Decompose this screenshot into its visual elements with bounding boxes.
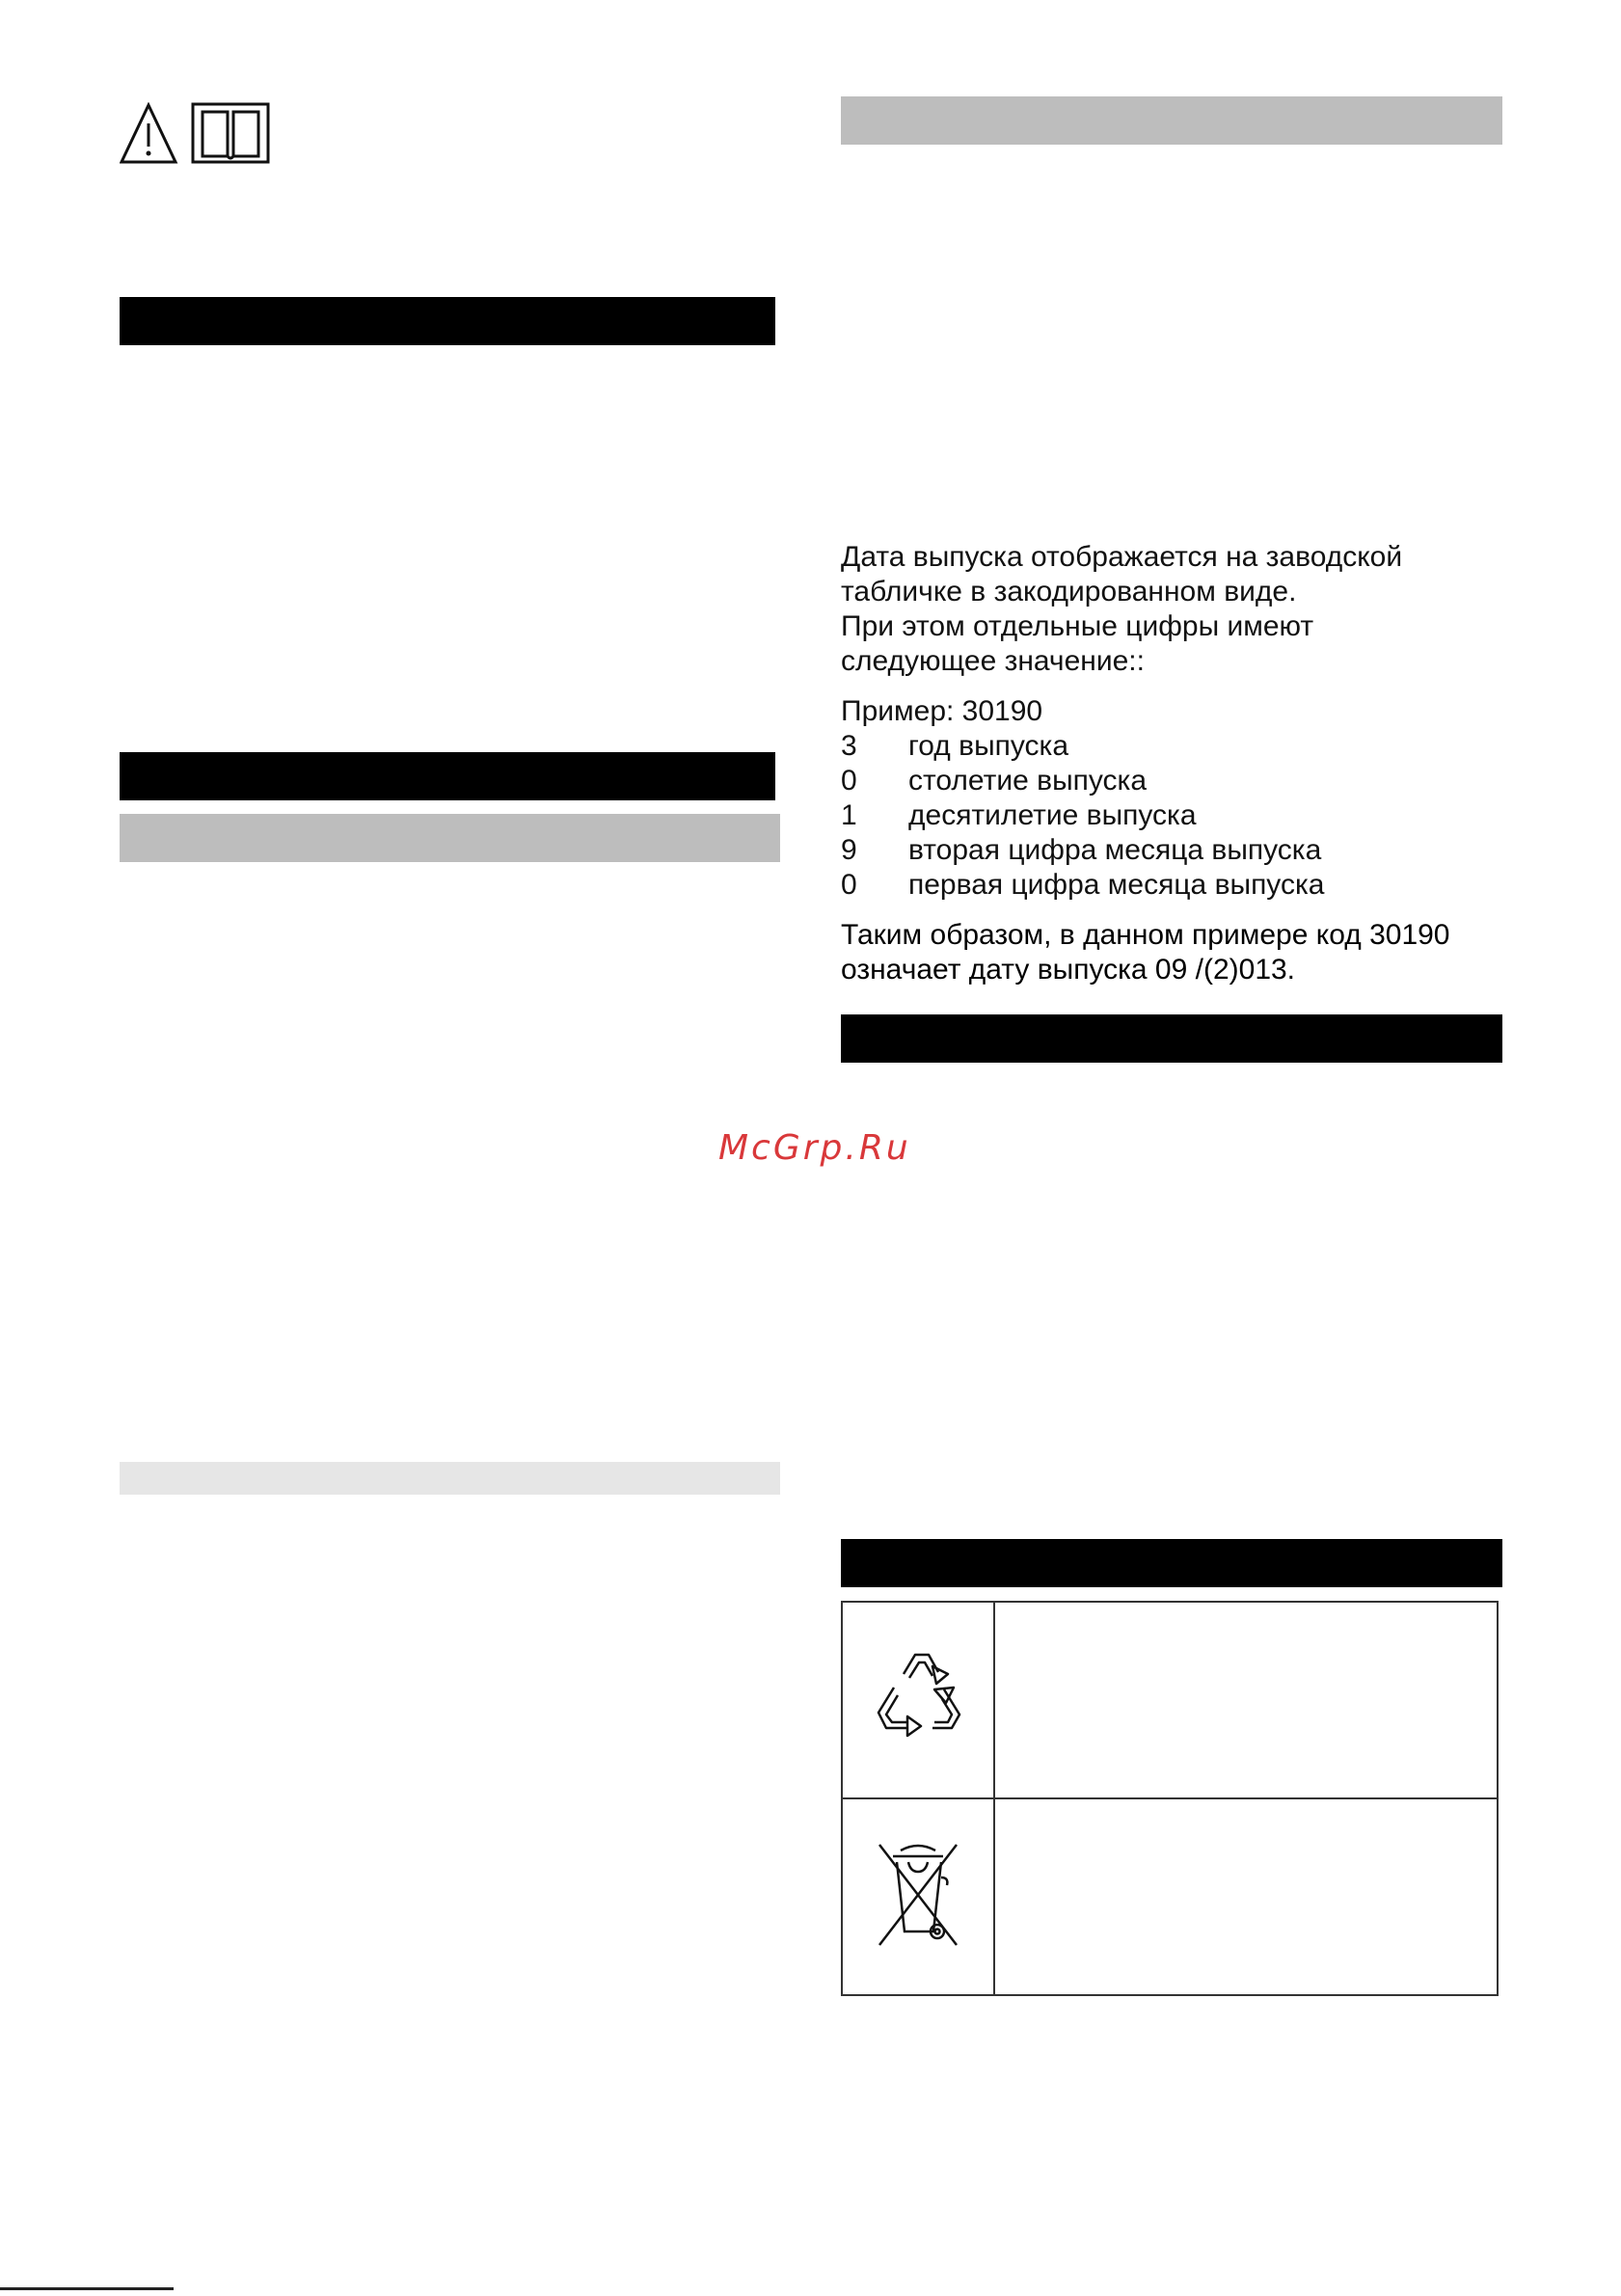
legend-meaning: столетие выпуска: [908, 765, 1148, 797]
safety-icons: [120, 102, 264, 172]
legend-row: [841, 868, 1516, 903]
legend-meaning: год выпуска: [908, 730, 1069, 762]
right-section-header-bar-1: [841, 1014, 1502, 1063]
disposal-icon-cell: [842, 1798, 994, 1995]
recycling-icon: [865, 1645, 971, 1751]
crossed-out-bin-icon: [872, 1839, 964, 1951]
disposal-row-weee: [842, 1798, 1498, 1995]
legend-row: [841, 833, 1516, 868]
section-header-bar-1: [120, 297, 775, 345]
subsection-header-bar: [120, 814, 780, 862]
legend-digit: 0: [841, 765, 857, 797]
legend-row: [841, 764, 1516, 798]
legend-meaning: первая цифра месяца выпуска: [908, 869, 1325, 901]
legend-row: [841, 798, 1516, 833]
summary-line-2: означает дату выпуска 09 /(2)013.: [841, 954, 1296, 986]
legend-digit: 1: [841, 799, 857, 831]
scan-edge-line: [0, 2287, 174, 2290]
right-section-header-bar-2: [841, 1539, 1502, 1587]
section-header-bar-2: [120, 752, 775, 800]
disposal-row-recycling: [842, 1602, 1498, 1798]
legend-digit: 3: [841, 730, 857, 762]
manual-book-icon: [191, 102, 270, 164]
watermark: McGrp.Ru: [718, 1128, 911, 1168]
production-date-intro-line-3: При этом отдельные цифры имеют: [841, 610, 1314, 642]
legend-row: [841, 729, 1516, 764]
disposal-icon-cell: [842, 1602, 994, 1798]
disposal-text-cell: [994, 1798, 1498, 1995]
summary-line-1: Таким образом, в данном примере код 30190: [841, 919, 1450, 951]
production-date-intro-line-2: табличке в закодированном виде.: [841, 576, 1297, 608]
legend-digit: 9: [841, 834, 857, 866]
legend-digit: 0: [841, 869, 857, 901]
disposal-text-cell: [994, 1602, 1498, 1798]
production-date-section: [841, 540, 1516, 987]
disposal-table: [841, 1601, 1499, 1996]
legend-meaning: десятилетие выпуска: [908, 799, 1197, 831]
production-date-intro-line-4: следующее значение::: [841, 645, 1145, 677]
production-date-intro-line-1: Дата выпуска отображается на заводской: [841, 541, 1403, 573]
right-subsection-header-bar: [841, 96, 1502, 145]
example-title: Пример: 30190: [841, 695, 1043, 727]
note-header-bar: [120, 1462, 780, 1495]
legend-meaning: вторая цифра месяца выпуска: [908, 834, 1322, 866]
